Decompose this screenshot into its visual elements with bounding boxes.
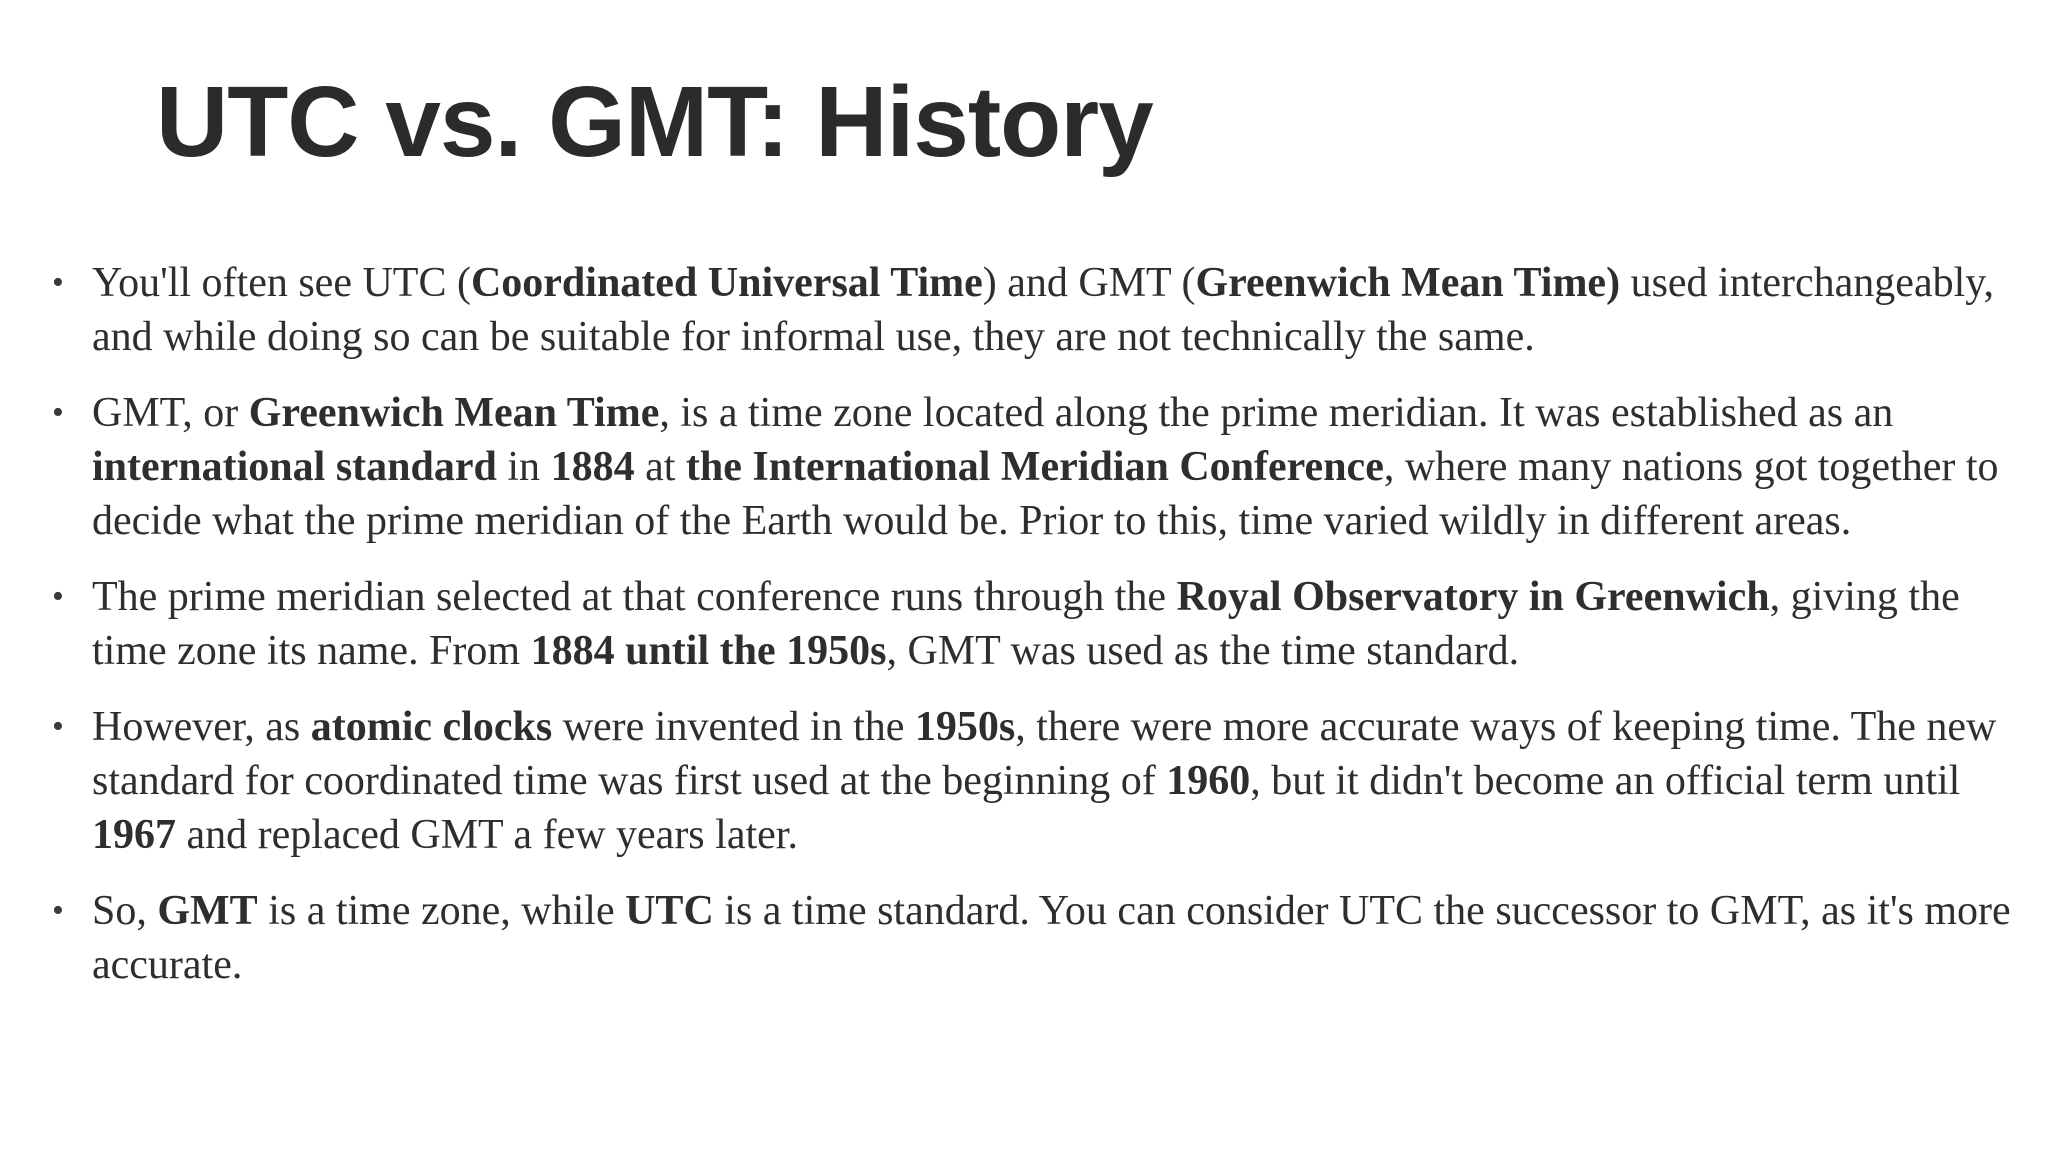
bullet-emphasis-text: Greenwich Mean Time) (1195, 260, 1621, 306)
bullet-dot-icon: • (52, 708, 64, 745)
bullet-text: is a time zone, while (257, 888, 626, 934)
bullet-emphasis-text: 1950s (914, 704, 1016, 750)
bullet-text: , but it didn't become an official term until (1250, 758, 1961, 804)
bullet-text: ) and GMT ( (982, 260, 1196, 306)
bullet-text: , is a time zone located along the prime meridian. It was established as an (659, 390, 1894, 436)
bullet-emphasis-text: Royal Observatory in Greenwich (1176, 574, 1770, 620)
bullet-text: The prime meridian selected at that conference runs through the (92, 574, 1177, 620)
bullet-emphasis-text: 1960 (1166, 758, 1251, 804)
bullet-emphasis-text: 1884 until the 1950s (530, 628, 887, 674)
bullet-emphasis-text: 1967 (92, 812, 176, 858)
bullet-emphasis-text: atomic clocks (310, 704, 553, 750)
bullet-text: used interchangeably, and while doing so can be suitable for informal use, they are not technically the same. (92, 260, 1995, 360)
bullet-text: is a time standard. You can consider UTC the successor to GMT, as it's more accurate. (92, 888, 2011, 988)
bullet-text: at (634, 444, 686, 490)
bullet-emphasis-text: UTC (625, 888, 714, 934)
bullet-text: However, as (92, 704, 311, 750)
bullet-text: , where many nations got together to decide what the prime meridian of the Earth would be. Prior to this, time varied wildly in different areas. (92, 444, 1999, 544)
bullet-text: , giving the time zone its name. From (92, 574, 1960, 674)
bullet-text: in (496, 444, 551, 490)
slide-title: UTC vs. GMT: History (156, 66, 1153, 178)
bullet-text: You'll often see UTC ( (92, 260, 471, 306)
bullet-dot-icon: • (52, 394, 64, 431)
bullet-text: , GMT was used as the time standard. (886, 628, 1520, 674)
bullet-text: were invented in the (552, 704, 915, 750)
bullet-emphasis-text: the International Meridian Conference (685, 444, 1384, 490)
bullet-emphasis-text: GMT (157, 888, 258, 934)
bullet-text: , there were more accurate ways of keeping time. The new standard for coordinated time was first used at the beginning of (92, 704, 1997, 804)
bullet-item (52, 386, 2012, 548)
bullet-text: and replaced GMT a few years later. (176, 812, 798, 858)
bullet-dot-icon: • (52, 264, 64, 301)
bullet-item (52, 700, 2012, 862)
bullet-emphasis-text: international standard (92, 444, 497, 490)
bullet-emphasis-text: 1884 (550, 444, 635, 490)
bullet-dot-icon: • (52, 578, 64, 615)
bullet-emphasis-text: Greenwich Mean Time (248, 390, 660, 436)
bullet-item (52, 570, 2012, 678)
bullet-item (52, 256, 2012, 364)
bullet-list (52, 256, 2012, 1014)
bullet-dot-icon: • (52, 892, 64, 929)
bullet-text: So, (92, 888, 158, 934)
bullet-emphasis-text: Coordinated Universal Time (470, 260, 983, 306)
bullet-item (52, 884, 2012, 992)
bullet-text: GMT, or (92, 390, 249, 436)
